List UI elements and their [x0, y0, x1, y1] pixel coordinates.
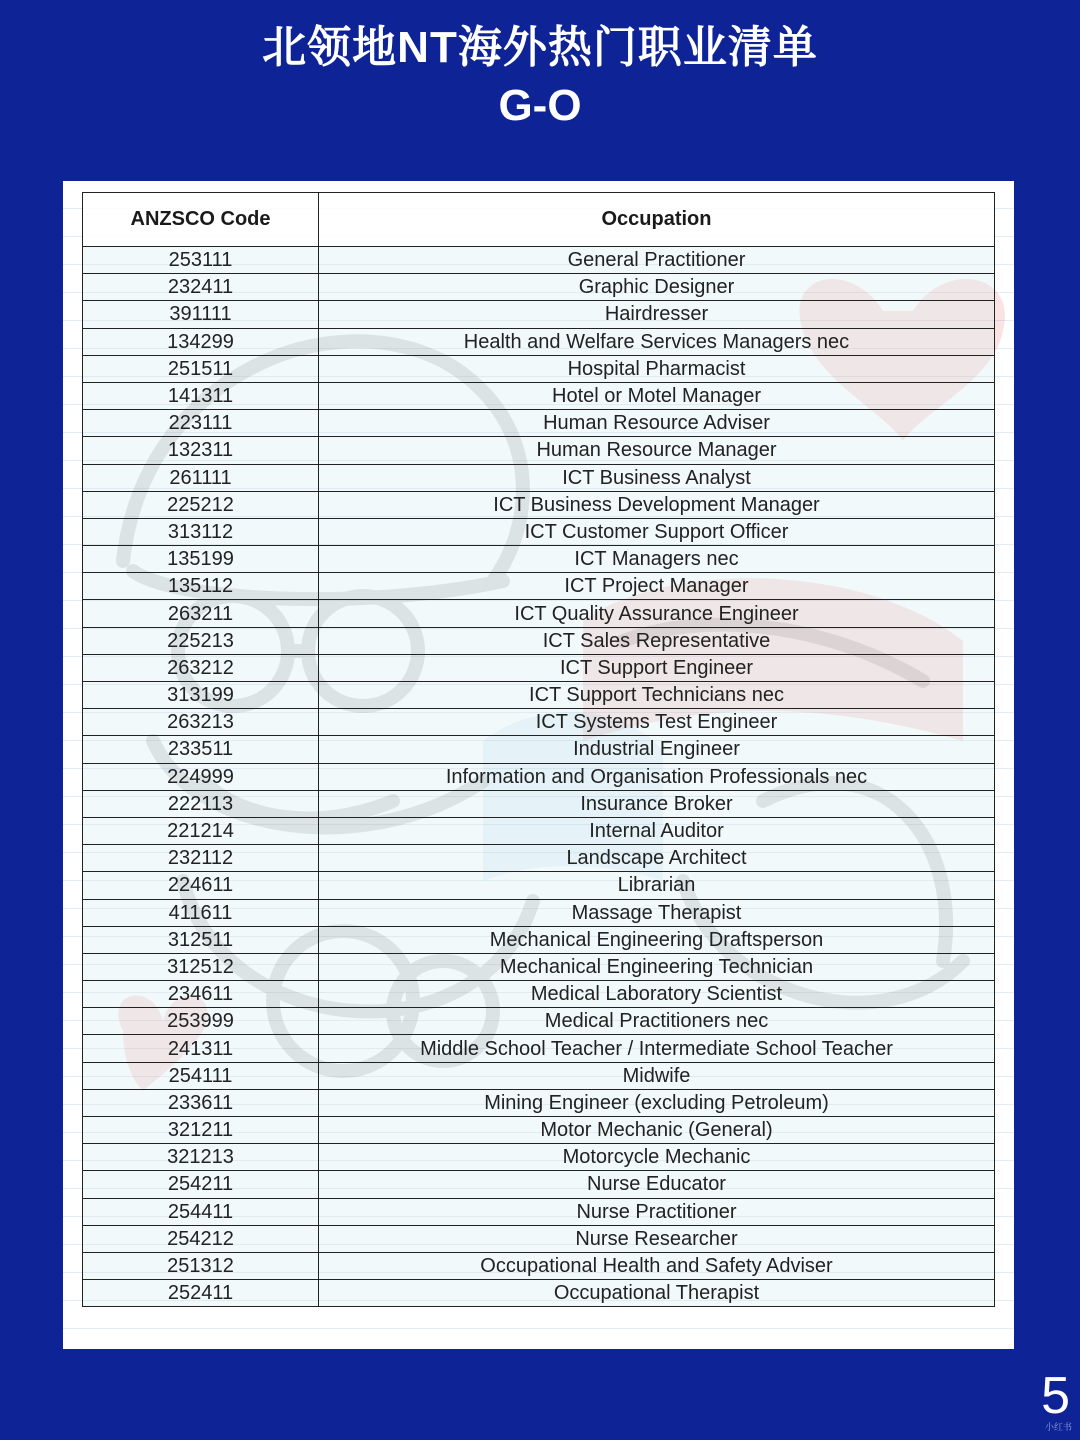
- occupation-cell: Occupational Health and Safety Adviser: [319, 1252, 995, 1279]
- page-title: 北领地NT海外热门职业清单: [262, 23, 818, 72]
- spreadsheet-panel: [63, 181, 1014, 1349]
- code-cell: 313112: [83, 518, 319, 545]
- code-cell: 263211: [83, 600, 319, 627]
- occupation-cell: Hospital Pharmacist: [319, 355, 995, 382]
- table-row: [83, 600, 995, 627]
- table-row: [83, 1008, 995, 1035]
- code-cell: 232411: [83, 274, 319, 301]
- code-cell: 263212: [83, 654, 319, 681]
- code-cell: 223111: [83, 410, 319, 437]
- code-cell: 224611: [83, 872, 319, 899]
- occupation-cell: Graphic Designer: [319, 274, 995, 301]
- code-cell: 312512: [83, 953, 319, 980]
- table-row: [83, 1252, 995, 1279]
- table-row: [83, 953, 995, 980]
- code-cell: 254111: [83, 1062, 319, 1089]
- occupation-cell: ICT Support Engineer: [319, 654, 995, 681]
- code-cell: 234611: [83, 981, 319, 1008]
- code-cell: 263213: [83, 709, 319, 736]
- code-cell: 254411: [83, 1198, 319, 1225]
- table-row: [83, 410, 995, 437]
- code-cell: 321211: [83, 1117, 319, 1144]
- code-cell: 233611: [83, 1089, 319, 1116]
- occupation-cell: Information and Organisation Professionals nec: [319, 763, 995, 790]
- code-cell: 132311: [83, 437, 319, 464]
- table-row: [83, 1117, 995, 1144]
- occupation-cell: ICT Customer Support Officer: [319, 518, 995, 545]
- code-cell: 232112: [83, 845, 319, 872]
- occupation-cell: Motor Mechanic (General): [319, 1117, 995, 1144]
- code-cell: 254211: [83, 1171, 319, 1198]
- table-row: [83, 491, 995, 518]
- code-cell: 233511: [83, 736, 319, 763]
- occupation-cell: Hairdresser: [319, 301, 995, 328]
- column-header-code: ANZSCO Code: [83, 193, 319, 247]
- table-row: [83, 247, 995, 274]
- occupation-cell: Medical Laboratory Scientist: [319, 981, 995, 1008]
- code-cell: 141311: [83, 382, 319, 409]
- occupation-cell: Occupational Therapist: [319, 1280, 995, 1307]
- page-header: [0, 18, 1080, 134]
- table-row: [83, 872, 995, 899]
- occupation-cell: ICT Support Technicians nec: [319, 682, 995, 709]
- occupation-cell: Librarian: [319, 872, 995, 899]
- table-row: [83, 328, 995, 355]
- code-cell: 253999: [83, 1008, 319, 1035]
- table-row: [83, 464, 995, 491]
- table-row: [83, 736, 995, 763]
- table-row: [83, 654, 995, 681]
- table-row: [83, 926, 995, 953]
- page-number: 5: [1041, 1367, 1070, 1425]
- code-cell: 411611: [83, 899, 319, 926]
- watermark-text: 小红书: [1044, 1422, 1072, 1432]
- table-row: [83, 1198, 995, 1225]
- occupation-cell: Massage Therapist: [319, 899, 995, 926]
- code-cell: 251511: [83, 355, 319, 382]
- table-row: [83, 763, 995, 790]
- table-row: [83, 1280, 995, 1307]
- code-cell: 313199: [83, 682, 319, 709]
- code-cell: 241311: [83, 1035, 319, 1062]
- occupation-cell: Landscape Architect: [319, 845, 995, 872]
- code-cell: 391111: [83, 301, 319, 328]
- code-cell: 321213: [83, 1144, 319, 1171]
- table-row: [83, 1225, 995, 1252]
- occupation-cell: Mechanical Engineering Draftsperson: [319, 926, 995, 953]
- occupation-cell: Human Resource Adviser: [319, 410, 995, 437]
- occupation-cell: Medical Practitioners nec: [319, 1008, 995, 1035]
- occupation-cell: Mechanical Engineering Technician: [319, 953, 995, 980]
- code-cell: 251312: [83, 1252, 319, 1279]
- occupation-cell: Insurance Broker: [319, 790, 995, 817]
- table-row: [83, 899, 995, 926]
- table-row: [83, 627, 995, 654]
- occupation-cell: ICT Business Analyst: [319, 464, 995, 491]
- code-cell: 254212: [83, 1225, 319, 1252]
- code-cell: 253111: [83, 247, 319, 274]
- code-cell: 261111: [83, 464, 319, 491]
- table-row: [83, 1035, 995, 1062]
- occupation-cell: ICT Managers nec: [319, 546, 995, 573]
- occupation-cell: ICT Sales Representative: [319, 627, 995, 654]
- occupation-cell: Hotel or Motel Manager: [319, 382, 995, 409]
- occupation-cell: General Practitioner: [319, 247, 995, 274]
- occupation-cell: Human Resource Manager: [319, 437, 995, 464]
- occupation-cell: Middle School Teacher / Intermediate School Teacher: [319, 1035, 995, 1062]
- table-row: [83, 355, 995, 382]
- code-cell: 225213: [83, 627, 319, 654]
- table-row: [83, 1089, 995, 1116]
- table-row: [83, 437, 995, 464]
- table-row: [83, 301, 995, 328]
- occupation-cell: Midwife: [319, 1062, 995, 1089]
- code-cell: 252411: [83, 1280, 319, 1307]
- table-row: [83, 709, 995, 736]
- table-row: [83, 1062, 995, 1089]
- occupation-cell: Motorcycle Mechanic: [319, 1144, 995, 1171]
- table-header-row: [83, 193, 995, 247]
- occupation-cell: ICT Project Manager: [319, 573, 995, 600]
- column-header-occupation: Occupation: [319, 193, 995, 247]
- table-row: [83, 817, 995, 844]
- table-row: [83, 682, 995, 709]
- occupation-cell: ICT Quality Assurance Engineer: [319, 600, 995, 627]
- code-cell: 135112: [83, 573, 319, 600]
- code-cell: 221214: [83, 817, 319, 844]
- occupation-cell: Internal Auditor: [319, 817, 995, 844]
- code-cell: 134299: [83, 328, 319, 355]
- table-row: [83, 518, 995, 545]
- code-cell: 224999: [83, 763, 319, 790]
- table-row: [83, 1144, 995, 1171]
- table-row: [83, 382, 995, 409]
- occupation-cell: Industrial Engineer: [319, 736, 995, 763]
- occupation-cell: ICT Business Development Manager: [319, 491, 995, 518]
- occupation-cell: Nurse Practitioner: [319, 1198, 995, 1225]
- occupation-cell: Health and Welfare Services Managers nec: [319, 328, 995, 355]
- code-cell: 312511: [83, 926, 319, 953]
- page-subtitle: G-O: [498, 81, 582, 130]
- table-row: [83, 546, 995, 573]
- occupation-table: [82, 192, 995, 1307]
- code-cell: 135199: [83, 546, 319, 573]
- table-row: [83, 981, 995, 1008]
- occupation-cell: Nurse Researcher: [319, 1225, 995, 1252]
- table-row: [83, 1171, 995, 1198]
- table-row: [83, 790, 995, 817]
- table-body: [83, 247, 995, 1307]
- occupation-cell: Mining Engineer (excluding Petroleum): [319, 1089, 995, 1116]
- table-row: [83, 274, 995, 301]
- code-cell: 225212: [83, 491, 319, 518]
- occupation-cell: Nurse Educator: [319, 1171, 995, 1198]
- table-row: [83, 845, 995, 872]
- code-cell: 222113: [83, 790, 319, 817]
- table-row: [83, 573, 995, 600]
- occupation-cell: ICT Systems Test Engineer: [319, 709, 995, 736]
